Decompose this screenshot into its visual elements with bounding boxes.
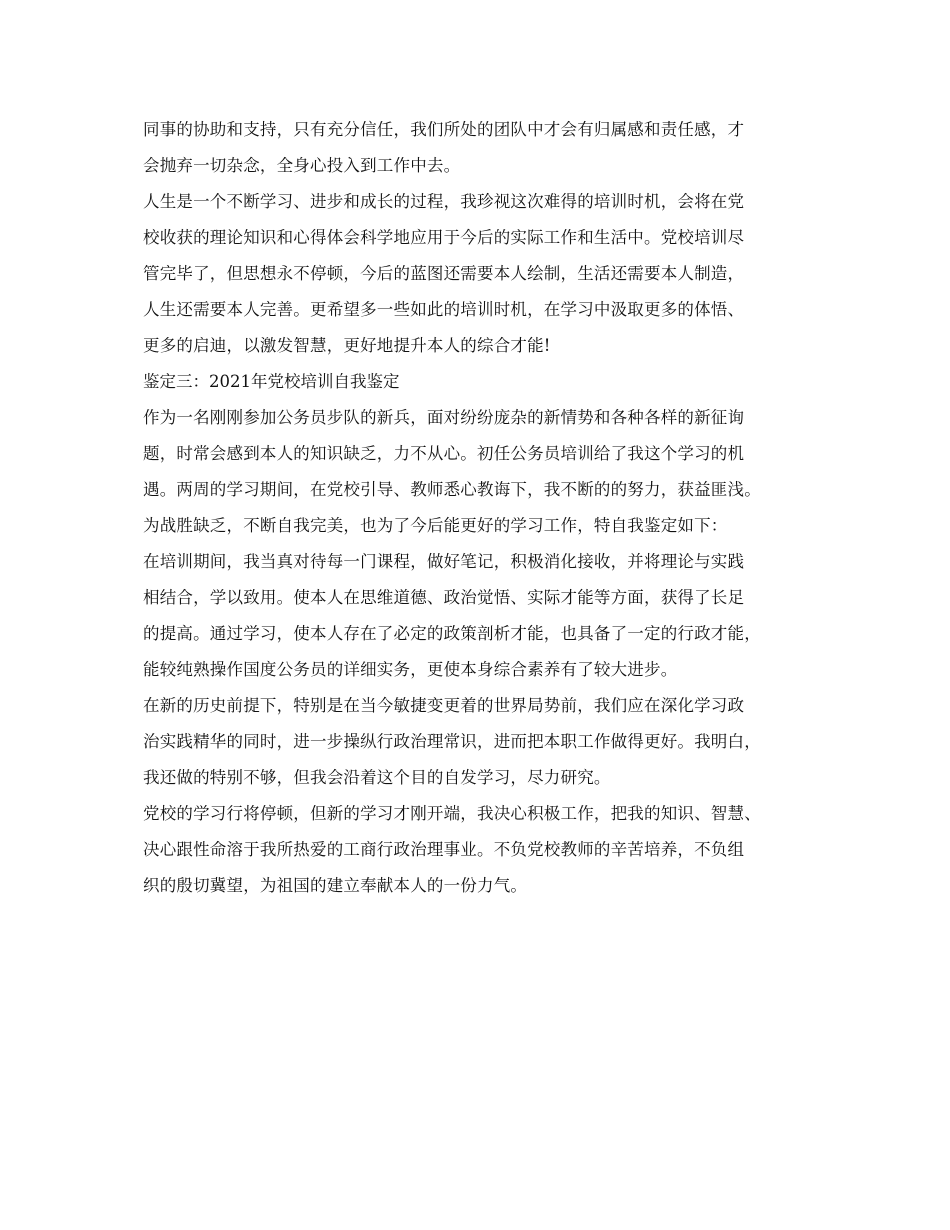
paragraph-line: 遇。两周的学习期间，在党校引导、教师悉心教诲下，我不断的的努力，获益匪浅。	[143, 480, 761, 499]
paragraph-line: 校收获的理论知识和心得体会科学地应用于今后的实际工作和生活中。党校培训尽	[143, 228, 745, 247]
paragraph-line: 党校的学习行将停顿，但新的学习才刚开端，我决心积极工作，把我的知识、智慧、	[143, 804, 761, 823]
paragraph-line: 为战胜缺乏，不断自我完美，也为了今后能更好的学习工作，特自我鉴定如下：	[143, 516, 728, 535]
paragraph-line: 人生是一个不断学习、进步和成长的过程，我珍视这次难得的培训时机，会将在党	[143, 192, 745, 211]
paragraph-line: 管完毕了，但思想永不停顿，今后的蓝图还需要本人绘制，生活还需要本人制造，	[143, 264, 745, 283]
paragraph-line: 在培训期间，我当真对待每一门课程，做好笔记，积极消化接收，并将理论与实践	[143, 552, 745, 571]
paragraph-line: 同事的协助和支持，只有充分信任，我们所处的团队中才会有归属感和责任感，才	[143, 120, 745, 139]
paragraph-line: 治实践精华的同时，进一步操纵行政治理常识，进而把本职工作做得更好。我明白，	[143, 732, 761, 751]
paragraph-line: 题，时常会感到本人的知识缺乏，力不从心。初任公务员培训给了我这个学习的机	[143, 444, 745, 463]
paragraph-line: 我还做的特别不够，但我会沿着这个目的自发学习，尽力研究。	[143, 768, 611, 787]
paragraph-line: 人生还需要本人完善。更希望多一些如此的培训时机，在学习中汲取更多的体悟、	[143, 300, 745, 319]
paragraph-line: 能较纯熟操作国度公务员的详细实务，更使本身综合素养有了较大进步。	[143, 660, 678, 679]
paragraph-line: 的提高。通过学习，使本人存在了必定的政策剖析才能，也具备了一定的行政才能，	[143, 624, 761, 643]
paragraph-line: 会抛弃一切杂念，全身心投入到工作中去。	[143, 156, 461, 175]
paragraph-line: 作为一名刚刚参加公务员步队的新兵，面对纷纷庞杂的新情势和各种各样的新征询	[143, 408, 745, 427]
paragraph-line: 织的殷切冀望，为祖国的建立奉献本人的一份力气。	[143, 876, 528, 895]
document-body	[143, 112, 823, 904]
paragraph-line: 相结合，学以致用。使本人在思维道德、政治觉悟、实际才能等方面，获得了长足	[143, 588, 745, 607]
paragraph-line: 决心跟性命溶于我所热爱的工商行政治理事业。不负党校教师的辛苦培养，不负组	[143, 840, 745, 859]
section-heading: 鉴定三：2021年党校培训自我鉴定	[143, 372, 400, 391]
paragraph-line: 在新的历史前提下，特别是在当今敏捷变更着的世界局势前，我们应在深化学习政	[143, 696, 745, 715]
paragraph-line: 更多的启迪，以激发智慧，更好地提升本人的综合才能!	[143, 336, 551, 355]
